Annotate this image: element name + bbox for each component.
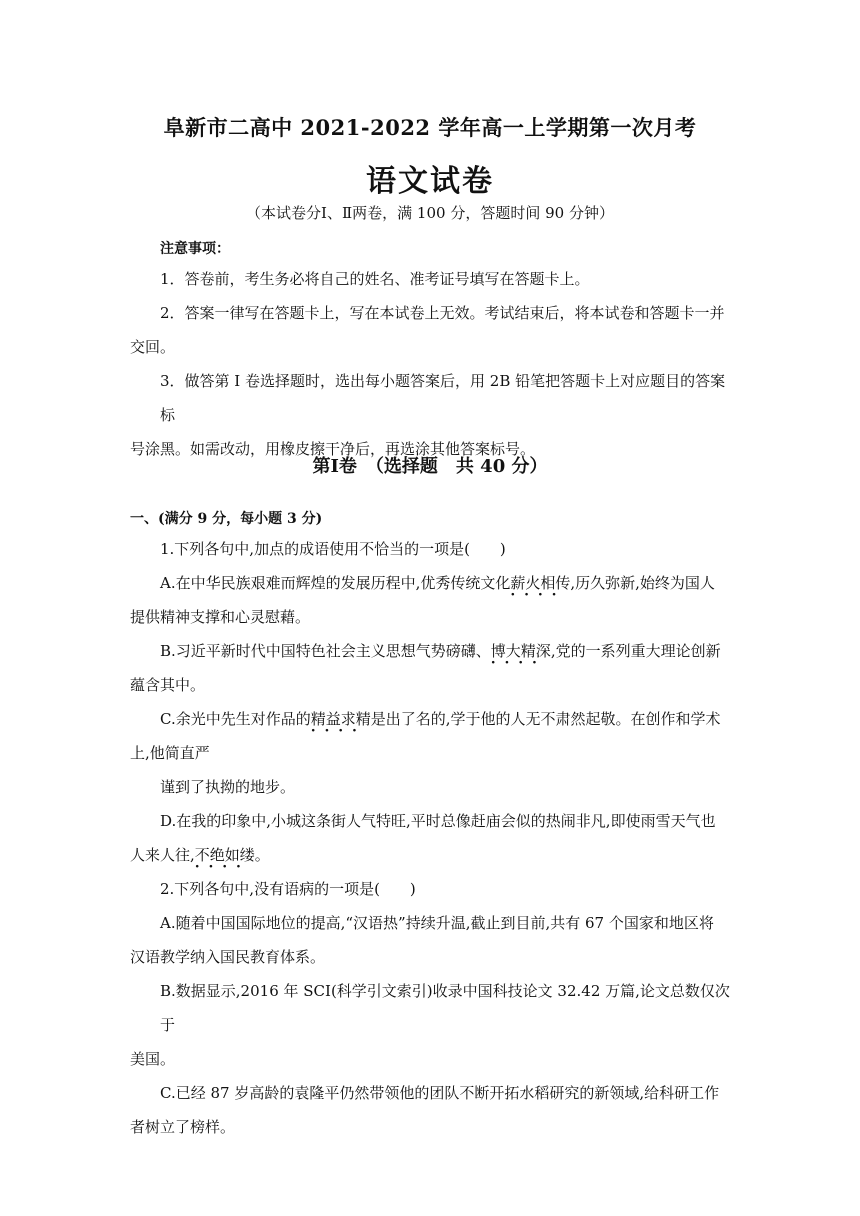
option-d: D.在我的印象中,小城这条街人气特旺,平时总像赶庙会似的热闹非凡,即使雨雪天气也 [160, 812, 716, 830]
exam-title: 阜新市二高中 2021-2022 学年高一上学期第一次月考 [163, 115, 697, 140]
option-b: B.数据显示,2016 年 SCI(科学引文索引)收录中国科技论文 32.42 万篇,论文总数仅次于 [160, 982, 730, 1034]
option-c: C.余光中先生对作品的精益求精 · · · ·是出了名的,学于他的人无不肃然起敬。在创作和学术 [130, 702, 734, 736]
notice-item-2: 2．答案一律写在答题卡上，写在本试卷上无效。考试结束后，将本试卷和答题卡一并 交回。 [130, 304, 725, 356]
exam-info: （本试卷分Ⅰ、Ⅱ两卷，满 100 分，答题时间 90 分钟） [246, 204, 614, 222]
notice-item-1: 1．答卷前，考生务必将自己的姓名、准考证号填写在答题卡上。 [160, 270, 590, 288]
question-stem: 1.下列各句中,加点的成语使用不恰当的一项是( ) [160, 540, 506, 558]
notice-heading: 注意事项： [160, 241, 230, 257]
question-2: 2.下列各句中,没有语病的一项是( ) A.随着中国国际地位的提高,“汉语热”持续升温,截止到目前,共有 67 个国家和地区将 汉语教学纳入国民教育体系。 B.数据显示,2016 年 SCI(科学引文索引)收录中国科技论文 32.42 万篇,论文总数仅次于 美国。 C.已经 87 岁高龄的袁隆平仍然带领他的团队不断开拓水稻研究的新领域,给科研工作 者树立了榜样。 [130, 872, 734, 1144]
option-c: C.已经 87 岁高龄的袁隆平仍然带领他的团队不断开拓水稻研究的新领域,给科研工作 [160, 1084, 720, 1102]
section-title: 第Ⅰ卷 （选择题 共 40 分） [312, 456, 548, 477]
option-a: A.在中华民族艰难而辉煌的发展历程中,优秀传统文化薪火相传 · · · ·,历久弥新,始终为国人 [130, 566, 734, 600]
question-1: 1.下列各句中,加点的成语使用不恰当的一项是( ) A.在中华民族艰难而辉煌的发展历程中,优秀传统文化薪火相传 · · · ·,历久弥新,始终为国人 提供精神支撑和心灵慰藉。 B.习近平新时代中国特色社会主义思想气势磅礴、博大精深 · · · ·,党的一系列重大理论创新 蕴含其中。 C.余光中先生对作品的精益求精 · · · ·是出了名的,学于他的人无不肃然起敬。在创作和学术 上,他简直严 谨到了执拗的地步。 D.在我的印象中,小城这条街人气特旺,平时总像赶庙会似的热闹非凡,即使雨雪天气也 人来人往,不绝如缕 · · · ·。 [130, 532, 734, 872]
part-heading: 一、(满分 9 分，每小题 3 分) [130, 511, 323, 527]
option-a: A.随着中国国际地位的提高,“汉语热”持续升温,截止到目前,共有 67 个国家和地区将 [160, 914, 714, 932]
option-b: B.习近平新时代中国特色社会主义思想气势磅礴、博大精深 · · · ·,党的一系列重大理论创新 [130, 634, 734, 668]
subject-title: 语文试卷 [366, 164, 494, 199]
emphasized-idiom: 博大精深 · · · · [491, 634, 551, 668]
emphasized-idiom: 精益求精 · · · · [311, 702, 371, 736]
emphasized-idiom: 薪火相传 · · · · [510, 566, 570, 600]
question-stem: 2.下列各句中,没有语病的一项是( ) [160, 880, 416, 898]
notice-item-3: 3．做答第 I 卷选择题时，选出每小题答案后，用 2B 铅笔把答题卡上对应题目的答案标 号涂黑。如需改动，用橡皮擦干净后，再选涂其他答案标号。 [130, 372, 726, 458]
emphasized-idiom: 不绝如缕 · · · · [195, 838, 255, 872]
